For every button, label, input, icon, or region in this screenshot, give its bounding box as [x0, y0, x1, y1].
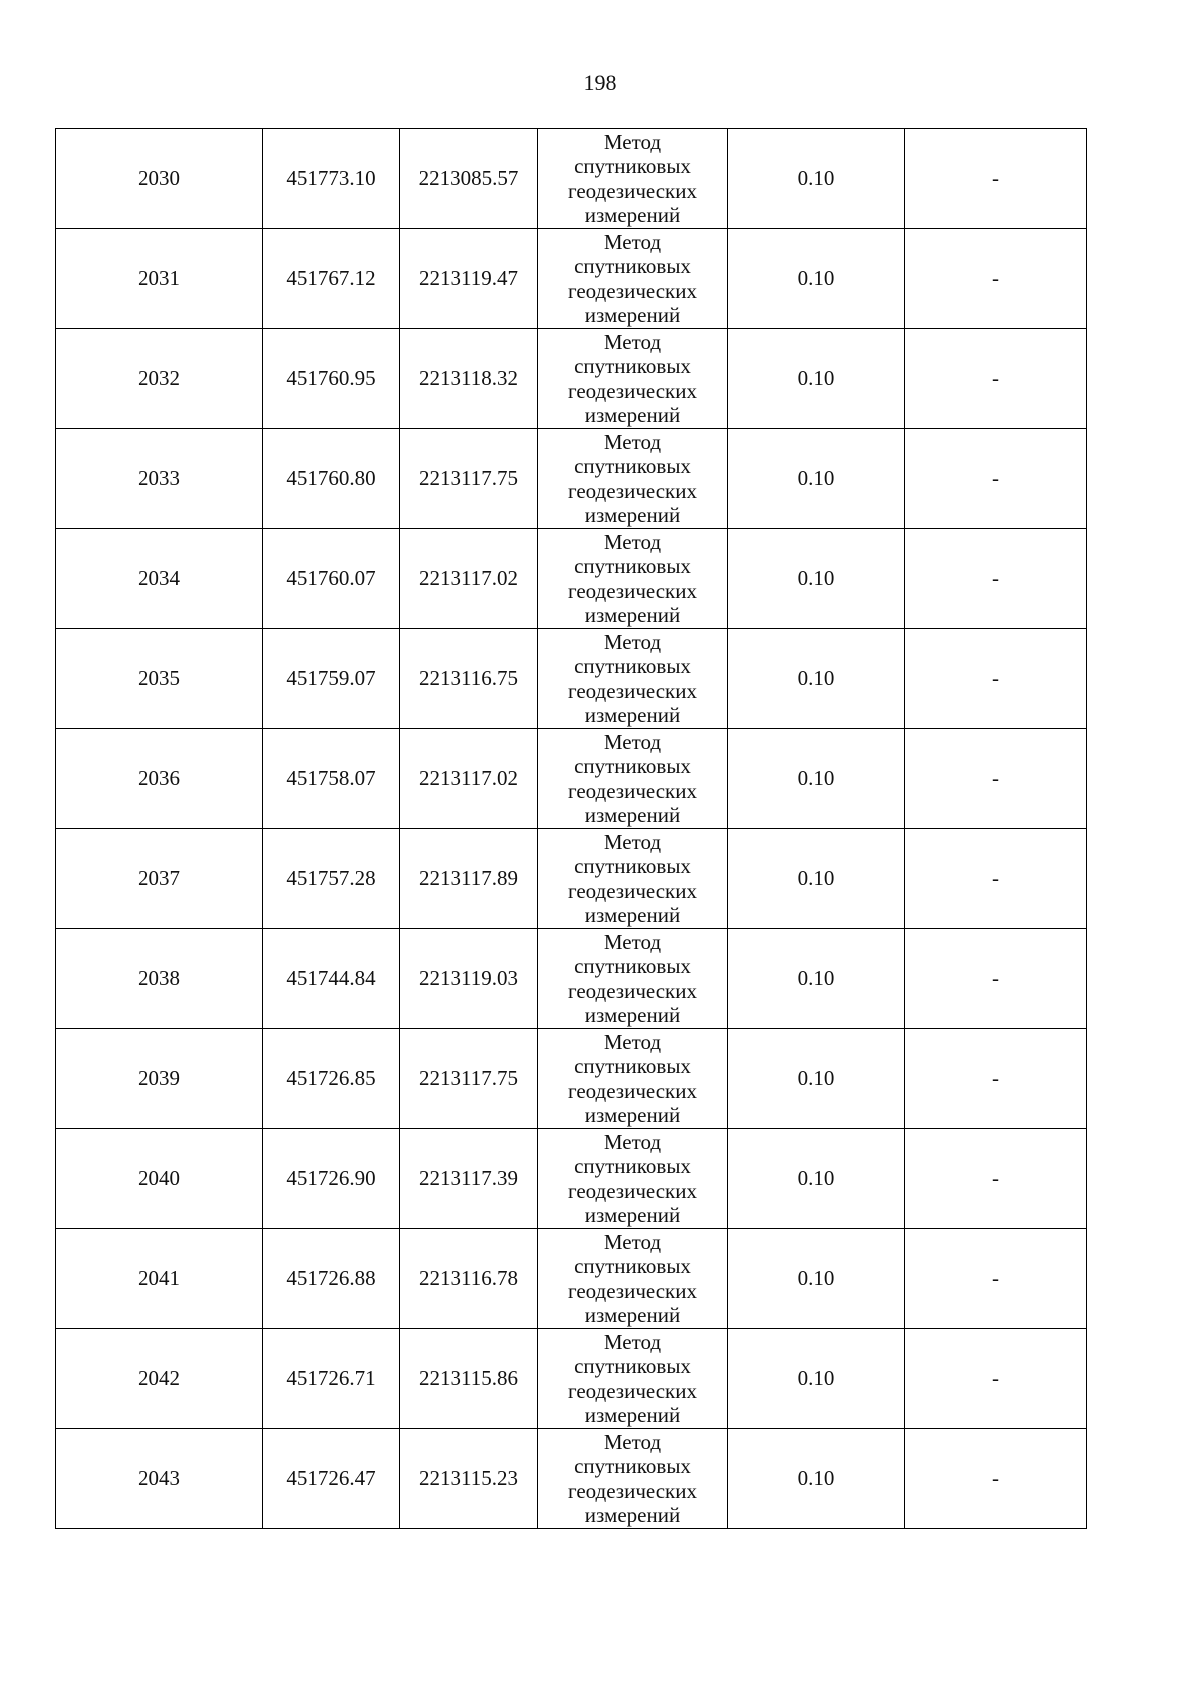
table-row: [56, 1029, 1087, 1129]
table-row: [56, 1129, 1087, 1229]
note-cell: -: [905, 929, 1087, 1029]
method-line: геодезических: [567, 878, 697, 903]
x-coordinate-cell: 451760.95: [263, 329, 400, 429]
method-cell: [538, 1329, 728, 1429]
y-coordinate-cell: 2213116.75: [400, 629, 538, 729]
method-cell: [538, 1429, 728, 1529]
method-cell: [538, 629, 728, 729]
method-line: Метод: [603, 229, 662, 254]
accuracy-cell: 0.10: [728, 1329, 905, 1429]
method-line: спутниковых: [574, 1154, 691, 1178]
y-coordinate-cell: 2213115.23: [400, 1429, 538, 1529]
method-cell: [538, 729, 728, 829]
point-number-cell: 2036: [56, 729, 263, 829]
y-coordinate-cell: 2213085.57: [400, 129, 538, 229]
x-coordinate-cell: 451760.80: [263, 429, 400, 529]
method-cell: [538, 1229, 728, 1329]
note-cell: -: [905, 129, 1087, 229]
method-line: Метод: [603, 1429, 662, 1454]
table-row: [56, 329, 1087, 429]
method-line: измерений: [584, 1103, 681, 1127]
method-line: геодезических: [567, 278, 697, 303]
method-line: Метод: [603, 929, 662, 954]
method-line: спутниковых: [574, 1054, 691, 1078]
method-line: измерений: [584, 1403, 681, 1427]
table-row: [56, 629, 1087, 729]
note-cell: -: [905, 829, 1087, 929]
method-line: спутниковых: [574, 1354, 691, 1378]
y-coordinate-cell: 2213117.75: [400, 1029, 538, 1129]
y-coordinate-cell: 2213115.86: [400, 1329, 538, 1429]
method-line: Метод: [603, 129, 662, 154]
note-cell: -: [905, 329, 1087, 429]
point-number-cell: 2034: [56, 529, 263, 629]
method-line: измерений: [584, 603, 681, 627]
method-line: Метод: [603, 1329, 662, 1354]
method-line: геодезических: [567, 1478, 697, 1503]
method-line: геодезических: [567, 1078, 697, 1103]
method-line: Метод: [603, 429, 662, 454]
accuracy-cell: 0.10: [728, 629, 905, 729]
x-coordinate-cell: 451726.88: [263, 1229, 400, 1329]
x-coordinate-cell: 451726.85: [263, 1029, 400, 1129]
point-number-cell: 2043: [56, 1429, 263, 1529]
x-coordinate-cell: 451757.28: [263, 829, 400, 929]
accuracy-cell: 0.10: [728, 129, 905, 229]
method-cell: [538, 829, 728, 929]
accuracy-cell: 0.10: [728, 429, 905, 529]
method-line: Метод: [603, 329, 662, 354]
accuracy-cell: 0.10: [728, 1429, 905, 1529]
note-cell: -: [905, 1429, 1087, 1529]
x-coordinate-cell: 451726.71: [263, 1329, 400, 1429]
x-coordinate-cell: 451744.84: [263, 929, 400, 1029]
method-line: измерений: [584, 703, 681, 727]
y-coordinate-cell: 2213119.47: [400, 229, 538, 329]
point-number-cell: 2040: [56, 1129, 263, 1229]
note-cell: -: [905, 1129, 1087, 1229]
table-row: [56, 1229, 1087, 1329]
table-body: [56, 129, 1087, 1529]
note-cell: -: [905, 429, 1087, 529]
table-row: [56, 929, 1087, 1029]
y-coordinate-cell: 2213117.02: [400, 729, 538, 829]
method-line: спутниковых: [574, 954, 691, 978]
method-line: Метод: [603, 1129, 662, 1154]
table-row: [56, 229, 1087, 329]
method-line: геодезических: [567, 978, 697, 1003]
method-line: геодезических: [567, 178, 697, 203]
point-number-cell: 2038: [56, 929, 263, 1029]
x-coordinate-cell: 451767.12: [263, 229, 400, 329]
page-number: 198: [583, 70, 617, 95]
point-number-cell: 2035: [56, 629, 263, 729]
method-line: спутниковых: [574, 354, 691, 378]
point-number-cell: 2032: [56, 329, 263, 429]
table-row: [56, 829, 1087, 929]
accuracy-cell: 0.10: [728, 929, 905, 1029]
method-line: измерений: [584, 803, 681, 827]
x-coordinate-cell: 451726.47: [263, 1429, 400, 1529]
point-number-cell: 2031: [56, 229, 263, 329]
method-cell: [538, 229, 728, 329]
method-line: геодезических: [567, 778, 697, 803]
point-number-cell: 2041: [56, 1229, 263, 1329]
table-row: [56, 1429, 1087, 1529]
method-line: измерений: [584, 1303, 681, 1327]
method-line: Метод: [603, 829, 662, 854]
method-cell: [538, 529, 728, 629]
method-line: спутниковых: [574, 254, 691, 278]
method-line: геодезических: [567, 578, 697, 603]
method-line: геодезических: [567, 1278, 697, 1303]
accuracy-cell: 0.10: [728, 829, 905, 929]
note-cell: -: [905, 729, 1087, 829]
method-line: Метод: [603, 729, 662, 754]
table-row: [56, 429, 1087, 529]
method-line: измерений: [584, 403, 681, 427]
method-line: спутниковых: [574, 454, 691, 478]
accuracy-cell: 0.10: [728, 1129, 905, 1229]
table-row: [56, 529, 1087, 629]
method-cell: [538, 329, 728, 429]
y-coordinate-cell: 2213117.75: [400, 429, 538, 529]
method-line: спутниковых: [574, 854, 691, 878]
method-line: спутниковых: [574, 154, 691, 178]
accuracy-cell: 0.10: [728, 329, 905, 429]
note-cell: -: [905, 1029, 1087, 1129]
method-cell: [538, 1129, 728, 1229]
x-coordinate-cell: 451773.10: [263, 129, 400, 229]
accuracy-cell: 0.10: [728, 1229, 905, 1329]
method-line: измерений: [584, 1503, 681, 1527]
x-coordinate-cell: 451760.07: [263, 529, 400, 629]
method-line: Метод: [603, 629, 662, 654]
method-cell: [538, 1029, 728, 1129]
method-cell: [538, 929, 728, 1029]
y-coordinate-cell: 2213116.78: [400, 1229, 538, 1329]
accuracy-cell: 0.10: [728, 229, 905, 329]
note-cell: -: [905, 229, 1087, 329]
method-line: Метод: [603, 1029, 662, 1054]
method-line: Метод: [603, 529, 662, 554]
y-coordinate-cell: 2213117.39: [400, 1129, 538, 1229]
method-line: спутниковых: [574, 1454, 691, 1478]
method-line: Метод: [603, 1229, 662, 1254]
method-line: спутниковых: [574, 554, 691, 578]
point-number-cell: 2030: [56, 129, 263, 229]
method-line: геодезических: [567, 1378, 697, 1403]
y-coordinate-cell: 2213119.03: [400, 929, 538, 1029]
method-line: измерений: [584, 1003, 681, 1027]
x-coordinate-cell: 451758.07: [263, 729, 400, 829]
table-row: [56, 729, 1087, 829]
method-cell: [538, 129, 728, 229]
method-line: измерений: [584, 903, 681, 927]
method-line: спутниковых: [574, 1254, 691, 1278]
accuracy-cell: 0.10: [728, 729, 905, 829]
method-line: измерений: [584, 203, 681, 227]
method-line: геодезических: [567, 1178, 697, 1203]
accuracy-cell: 0.10: [728, 529, 905, 629]
note-cell: -: [905, 529, 1087, 629]
table-row: [56, 129, 1087, 229]
method-line: геодезических: [567, 678, 697, 703]
method-line: измерений: [584, 503, 681, 527]
coordinates-table: [55, 128, 1087, 1529]
method-line: измерений: [584, 1203, 681, 1227]
note-cell: -: [905, 1229, 1087, 1329]
method-line: измерений: [584, 303, 681, 327]
point-number-cell: 2033: [56, 429, 263, 529]
method-line: геодезических: [567, 478, 697, 503]
method-line: геодезических: [567, 378, 697, 403]
y-coordinate-cell: 2213118.32: [400, 329, 538, 429]
method-cell: [538, 429, 728, 529]
accuracy-cell: 0.10: [728, 1029, 905, 1129]
point-number-cell: 2039: [56, 1029, 263, 1129]
x-coordinate-cell: 451726.90: [263, 1129, 400, 1229]
y-coordinate-cell: 2213117.89: [400, 829, 538, 929]
point-number-cell: 2037: [56, 829, 263, 929]
x-coordinate-cell: 451759.07: [263, 629, 400, 729]
method-line: спутниковых: [574, 754, 691, 778]
table-row: [56, 1329, 1087, 1429]
note-cell: -: [905, 1329, 1087, 1429]
y-coordinate-cell: 2213117.02: [400, 529, 538, 629]
method-line: спутниковых: [574, 654, 691, 678]
note-cell: -: [905, 629, 1087, 729]
point-number-cell: 2042: [56, 1329, 263, 1429]
